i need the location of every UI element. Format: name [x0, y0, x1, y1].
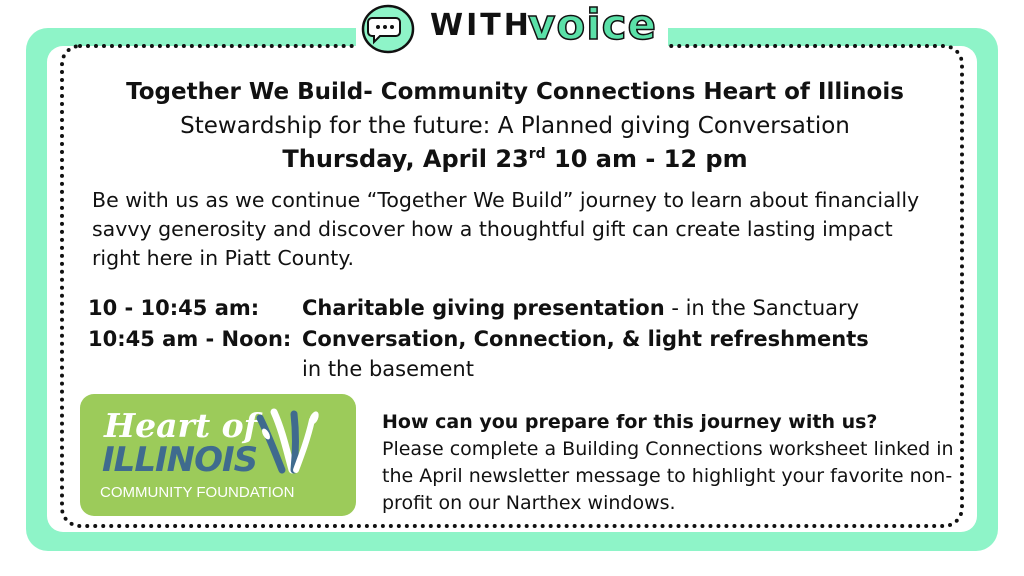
event-intro: Be with us as we continue “Together We Build” journey to learn about financially savvy generosity and discover how a thoughtful gift can create lasting impact right here in Piatt County.: [92, 188, 920, 270]
event-date: [70, 145, 960, 173]
schedule-activity-1: Charitable giving presentation: [302, 296, 665, 320]
prepare-heading: How can you prepare for this journey with us?: [382, 411, 878, 433]
schedule-time-1: 10 - 10:45 am:: [88, 296, 260, 320]
schedule-activity-2: Conversation, Connection, & light refreshments: [302, 327, 869, 351]
chat-bubbles-icon: [358, 2, 418, 58]
schedule-location-2: in the basement: [302, 357, 474, 381]
header-voice: voice: [528, 0, 658, 49]
logo-illinois: ILLINOIS: [102, 440, 258, 480]
event-date-suffix: rd: [528, 146, 546, 162]
schedule-desc-2: [302, 327, 869, 351]
logo-community-foundation: COMMUNITY FOUNDATION: [100, 484, 295, 501]
wheat-hands-icon: [252, 404, 326, 478]
event-date-time: 10 am - 12 pm: [545, 145, 748, 173]
header-with: WITH: [430, 8, 532, 43]
logo-heart-of: Heart of: [104, 406, 258, 445]
schedule-location-1: - in the Sanctuary: [664, 296, 860, 320]
schedule-desc-1: [302, 296, 859, 320]
schedule-time-2: 10:45 am - Noon:: [88, 327, 292, 351]
prepare-body: Please complete a Building Connections worksheet linked in the April newsletter message to highlight your favorite non-profit on our Narthex windows.: [382, 438, 954, 514]
event-title: Together We Build- Community Connections Heart of Illinois: [126, 79, 904, 105]
event-date-prefix: Thursday, April 23: [282, 145, 529, 173]
event-subtitle: Stewardship for the future: A Planned giving Conversation: [180, 113, 850, 139]
